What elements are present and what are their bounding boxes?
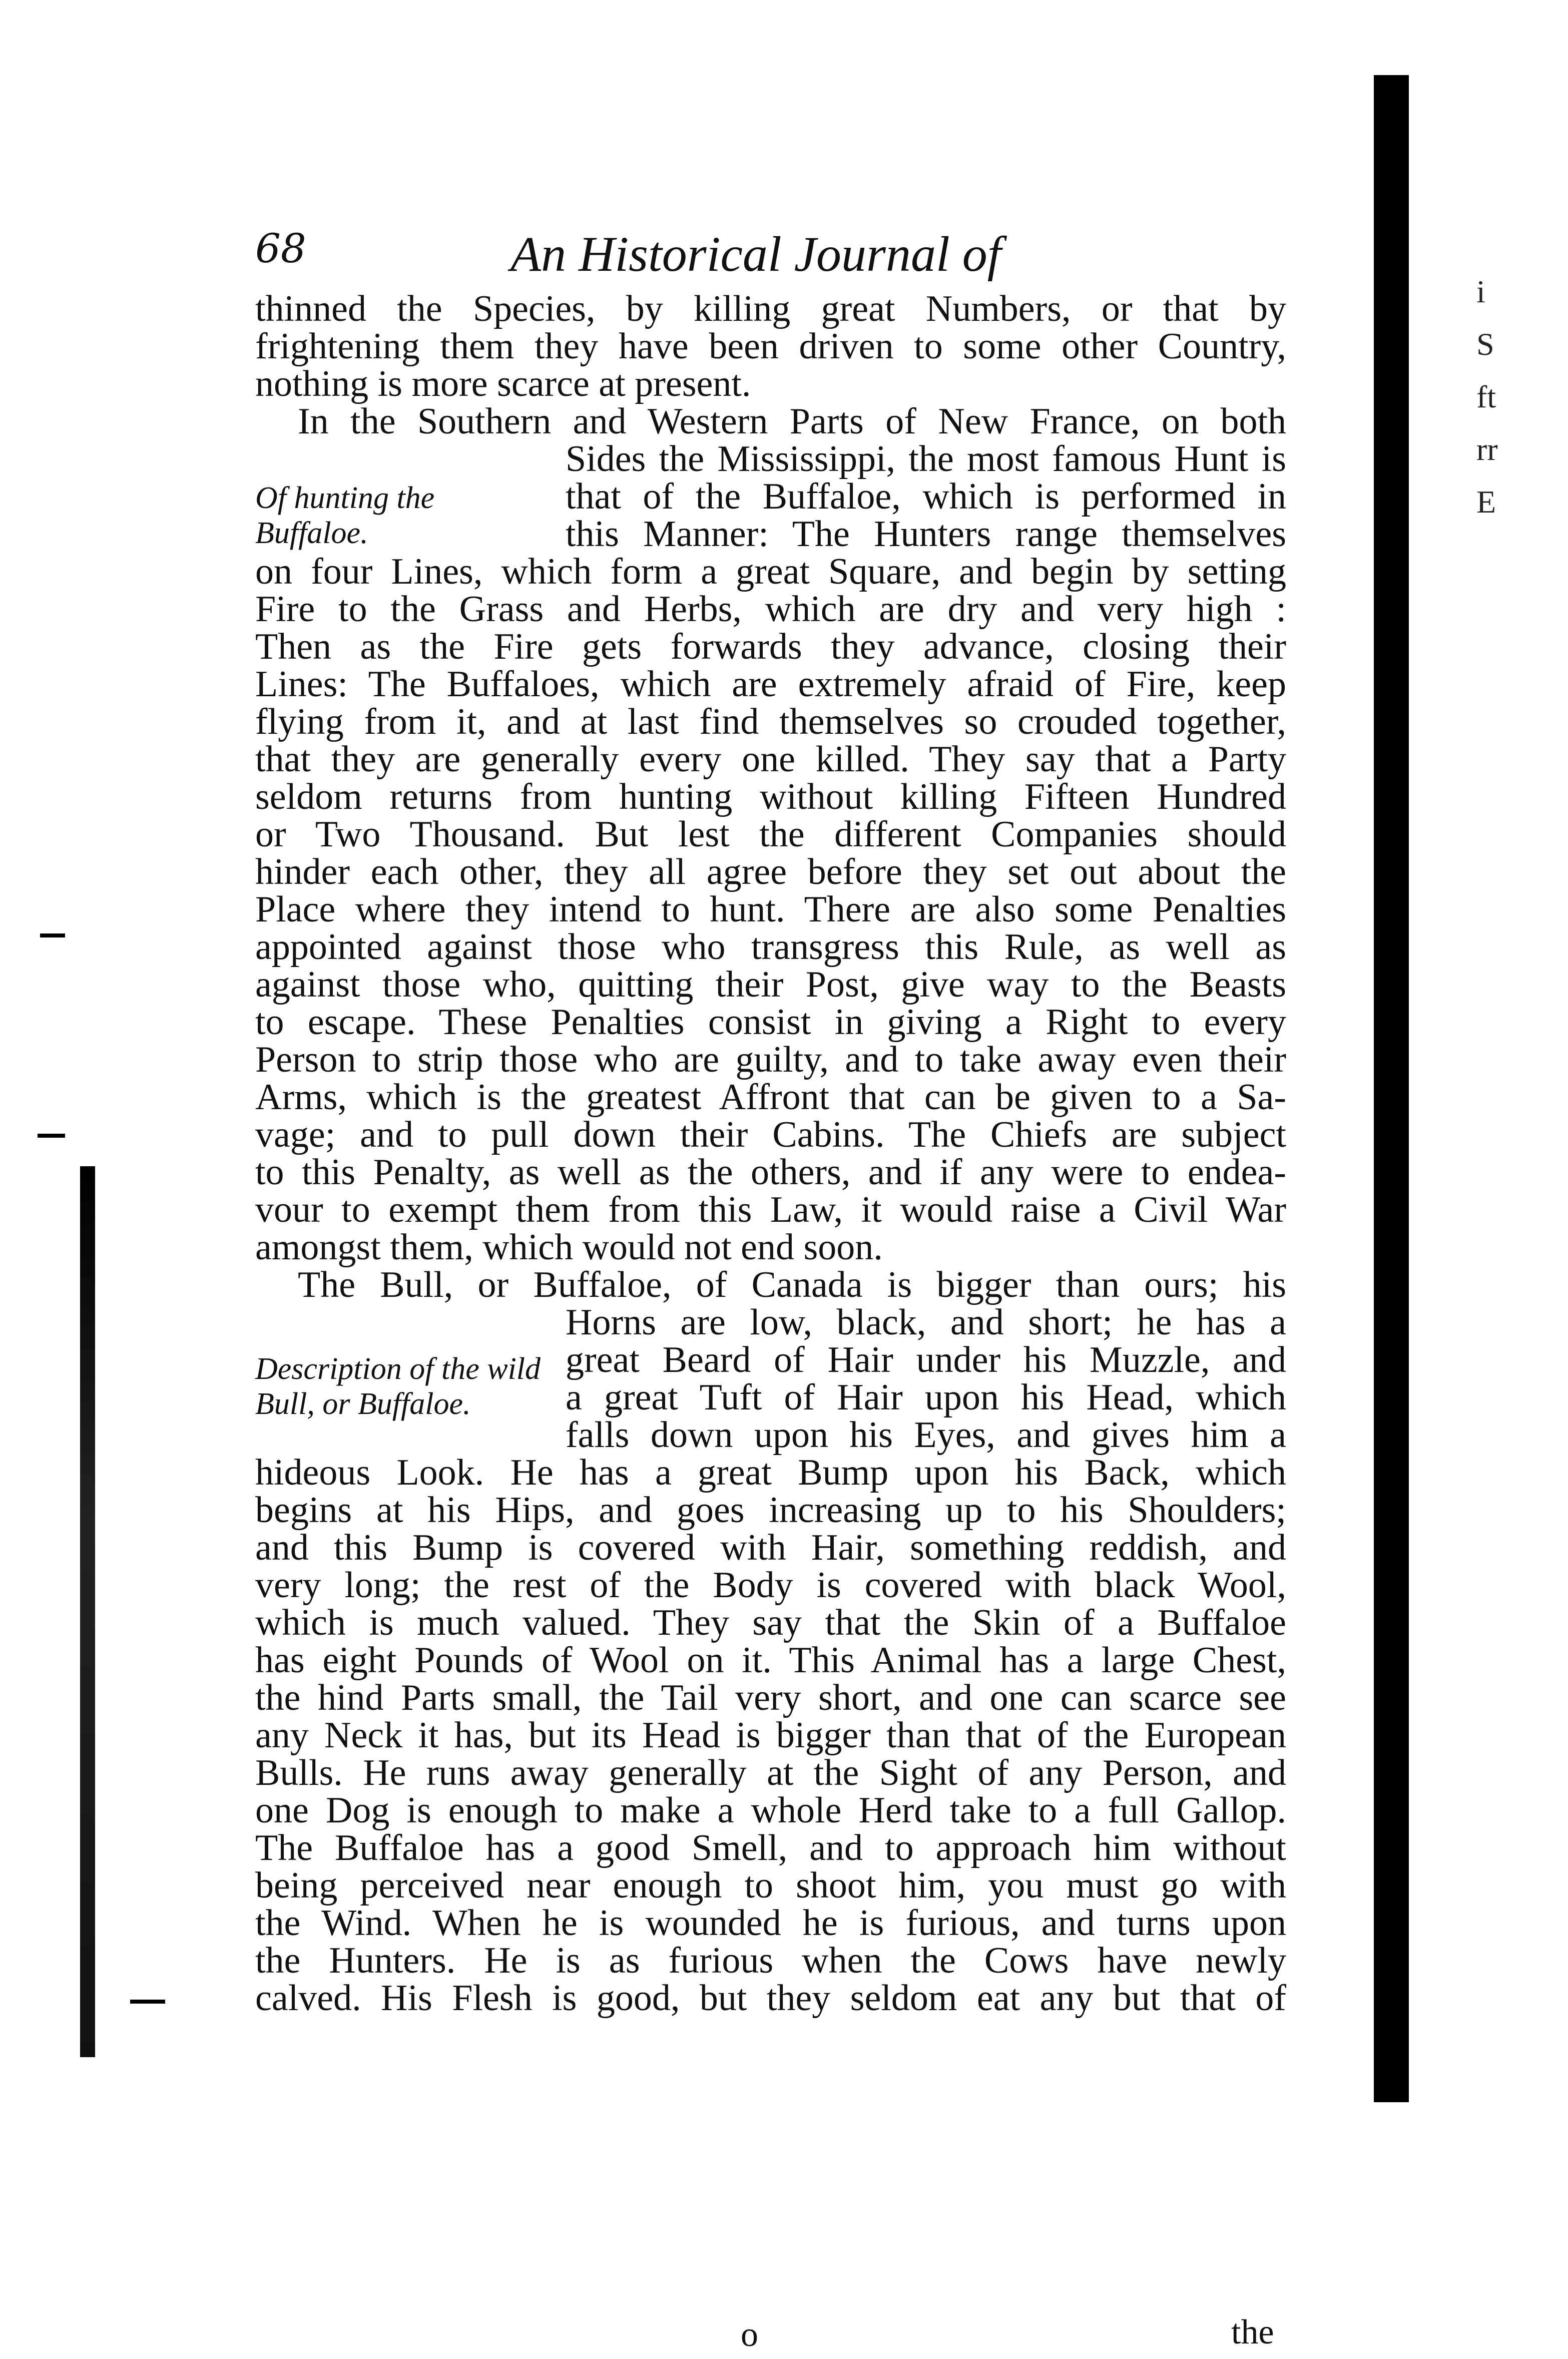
text-line: appointed against those who transgress this Rule, as well as — [255, 926, 1286, 968]
text-line: falls down upon his Eyes, and gives him a — [566, 1414, 1286, 1456]
edge-letter: S — [1476, 326, 1494, 362]
text-line: has eight Pounds of Wool on it. This Animal has a large Chest, — [255, 1640, 1286, 1681]
text-line: seldom returns from hunting without killing Fifteen Hundred — [255, 776, 1286, 817]
text-line: amongst them, which would not end soon. — [255, 1227, 883, 1268]
page-gutter-shadow — [1374, 75, 1409, 2102]
page-number: 68 — [255, 225, 306, 272]
text-line: nothing is more scarce at present. — [255, 363, 751, 404]
text-line: Arms, which is the greatest Affront that can be given to a Sa- — [255, 1077, 1286, 1118]
margin-tick — [38, 1134, 65, 1138]
text-line: hinder each other, they all agree before they set out about the — [255, 851, 1286, 892]
margin-tick — [130, 2000, 165, 2004]
text-line: to this Penalty, as well as the others, and if any were to endea- — [255, 1152, 1286, 1193]
text-line: The Bull, or Buffaloe, of Canada is bigger than ours; his — [298, 1264, 1286, 1305]
text-line: begins at his Hips, and goes increasing up to his Shoulders; — [255, 1490, 1286, 1531]
sidenote-hunting: Of hunting the Buffaloe. — [255, 481, 435, 550]
text-line: and this Bump is covered with Hair, something reddish, and — [255, 1527, 1286, 1568]
edge-letter: E — [1476, 484, 1496, 520]
text-line: frightening them they have been driven to some other Country, — [255, 326, 1286, 367]
text-line: calved. His Flesh is good, but they seldom eat any but that of — [255, 1978, 1286, 2019]
text-line: one Dog is enough to make a whole Herd take to a full Gallop. — [255, 1790, 1286, 1831]
running-title: An Historical Journal of — [510, 226, 1001, 282]
text-line: Horns are low, black, and short; he has a — [566, 1302, 1286, 1343]
edge-letter: i — [1476, 274, 1485, 309]
text-line: the Wind. When he is wounded he is furious, and turns upon — [255, 1903, 1286, 1944]
edge-letter: rr — [1476, 431, 1498, 467]
text-line: vour to exempt them from this Law, it would raise a Civil War — [255, 1189, 1286, 1230]
text-line: The Buffaloe has a good Smell, and to approach him without — [255, 1827, 1286, 1868]
body-text — [255, 290, 1286, 2017]
text-line: Lines: The Buffaloes, which are extremely afraid of Fire, keep — [255, 664, 1286, 705]
text-line: any Neck it has, but its Head is bigger than that of the European — [255, 1715, 1286, 1756]
text-line: thinned the Species, by killing great Numbers, or that by — [255, 288, 1286, 329]
text-line: Sides the Mississippi, the most famous Hunt is — [566, 438, 1286, 480]
text-line: great Beard of Hair under his Muzzle, and — [566, 1339, 1286, 1380]
text-line: to escape. These Penalties consist in giving a Right to every — [255, 1002, 1286, 1043]
text-line: Bulls. He runs away generally at the Sight of any Person, and — [255, 1752, 1286, 1793]
text-line: which is much valued. They say that the Skin of a Buffaloe — [255, 1602, 1286, 1643]
text-line: the hind Parts small, the Tail very short, and one can scarce see — [255, 1677, 1286, 1718]
text-line: Then as the Fire gets forwards they advance, closing their — [255, 626, 1286, 667]
text-line: that they are generally every one killed. They say that a Party — [255, 739, 1286, 780]
text-line: vage; and to pull down their Cabins. The Chiefs are subject — [255, 1114, 1286, 1155]
text-line: the Hunters. He is as furious when the Cows have newly — [255, 1940, 1286, 1981]
text-line: a great Tuft of Hair upon his Head, which — [566, 1377, 1286, 1418]
margin-tick — [40, 933, 65, 937]
text-line: this Manner: The Hunters range themselves — [566, 514, 1286, 555]
edge-letter: ft — [1476, 379, 1496, 414]
text-line: hideous Look. He has a great Bump upon his Back, which — [255, 1452, 1286, 1493]
text-line: or Two Thousand. But lest the different Companies should — [255, 814, 1286, 855]
text-line: being perceived near enough to shoot him, you must go with — [255, 1865, 1286, 1906]
text-line: Person to strip those who are guilty, and to take away even their — [255, 1039, 1286, 1080]
text-line: Fire to the Grass and Herbs, which are dry and very high : — [255, 589, 1286, 630]
facing-page-edge-letters — [1476, 265, 1498, 528]
text-line: Place where they intend to hunt. There are also some Penalties — [255, 889, 1286, 930]
text-line: on four Lines, which form a great Square, and begin by setting — [255, 551, 1286, 592]
page-header — [255, 225, 1286, 285]
catchword: the — [1231, 2313, 1274, 2351]
text-line: that of the Buffaloe, which is performed in — [566, 476, 1286, 517]
text-line: very long; the rest of the Body is covered with black Wool, — [255, 1565, 1286, 1606]
left-edge-shadow — [80, 1166, 95, 2057]
text-line: against those who, quitting their Post, give way to the Beasts — [255, 964, 1286, 1005]
signature-mark: o — [741, 2315, 758, 2354]
text-line: flying from it, and at last find themselves so crouded together, — [255, 701, 1286, 742]
text-line: In the Southern and Western Parts of New France, on both — [298, 401, 1286, 442]
sidenote-description: Description of the wild Bull, or Buffaloe. — [255, 1352, 541, 1421]
